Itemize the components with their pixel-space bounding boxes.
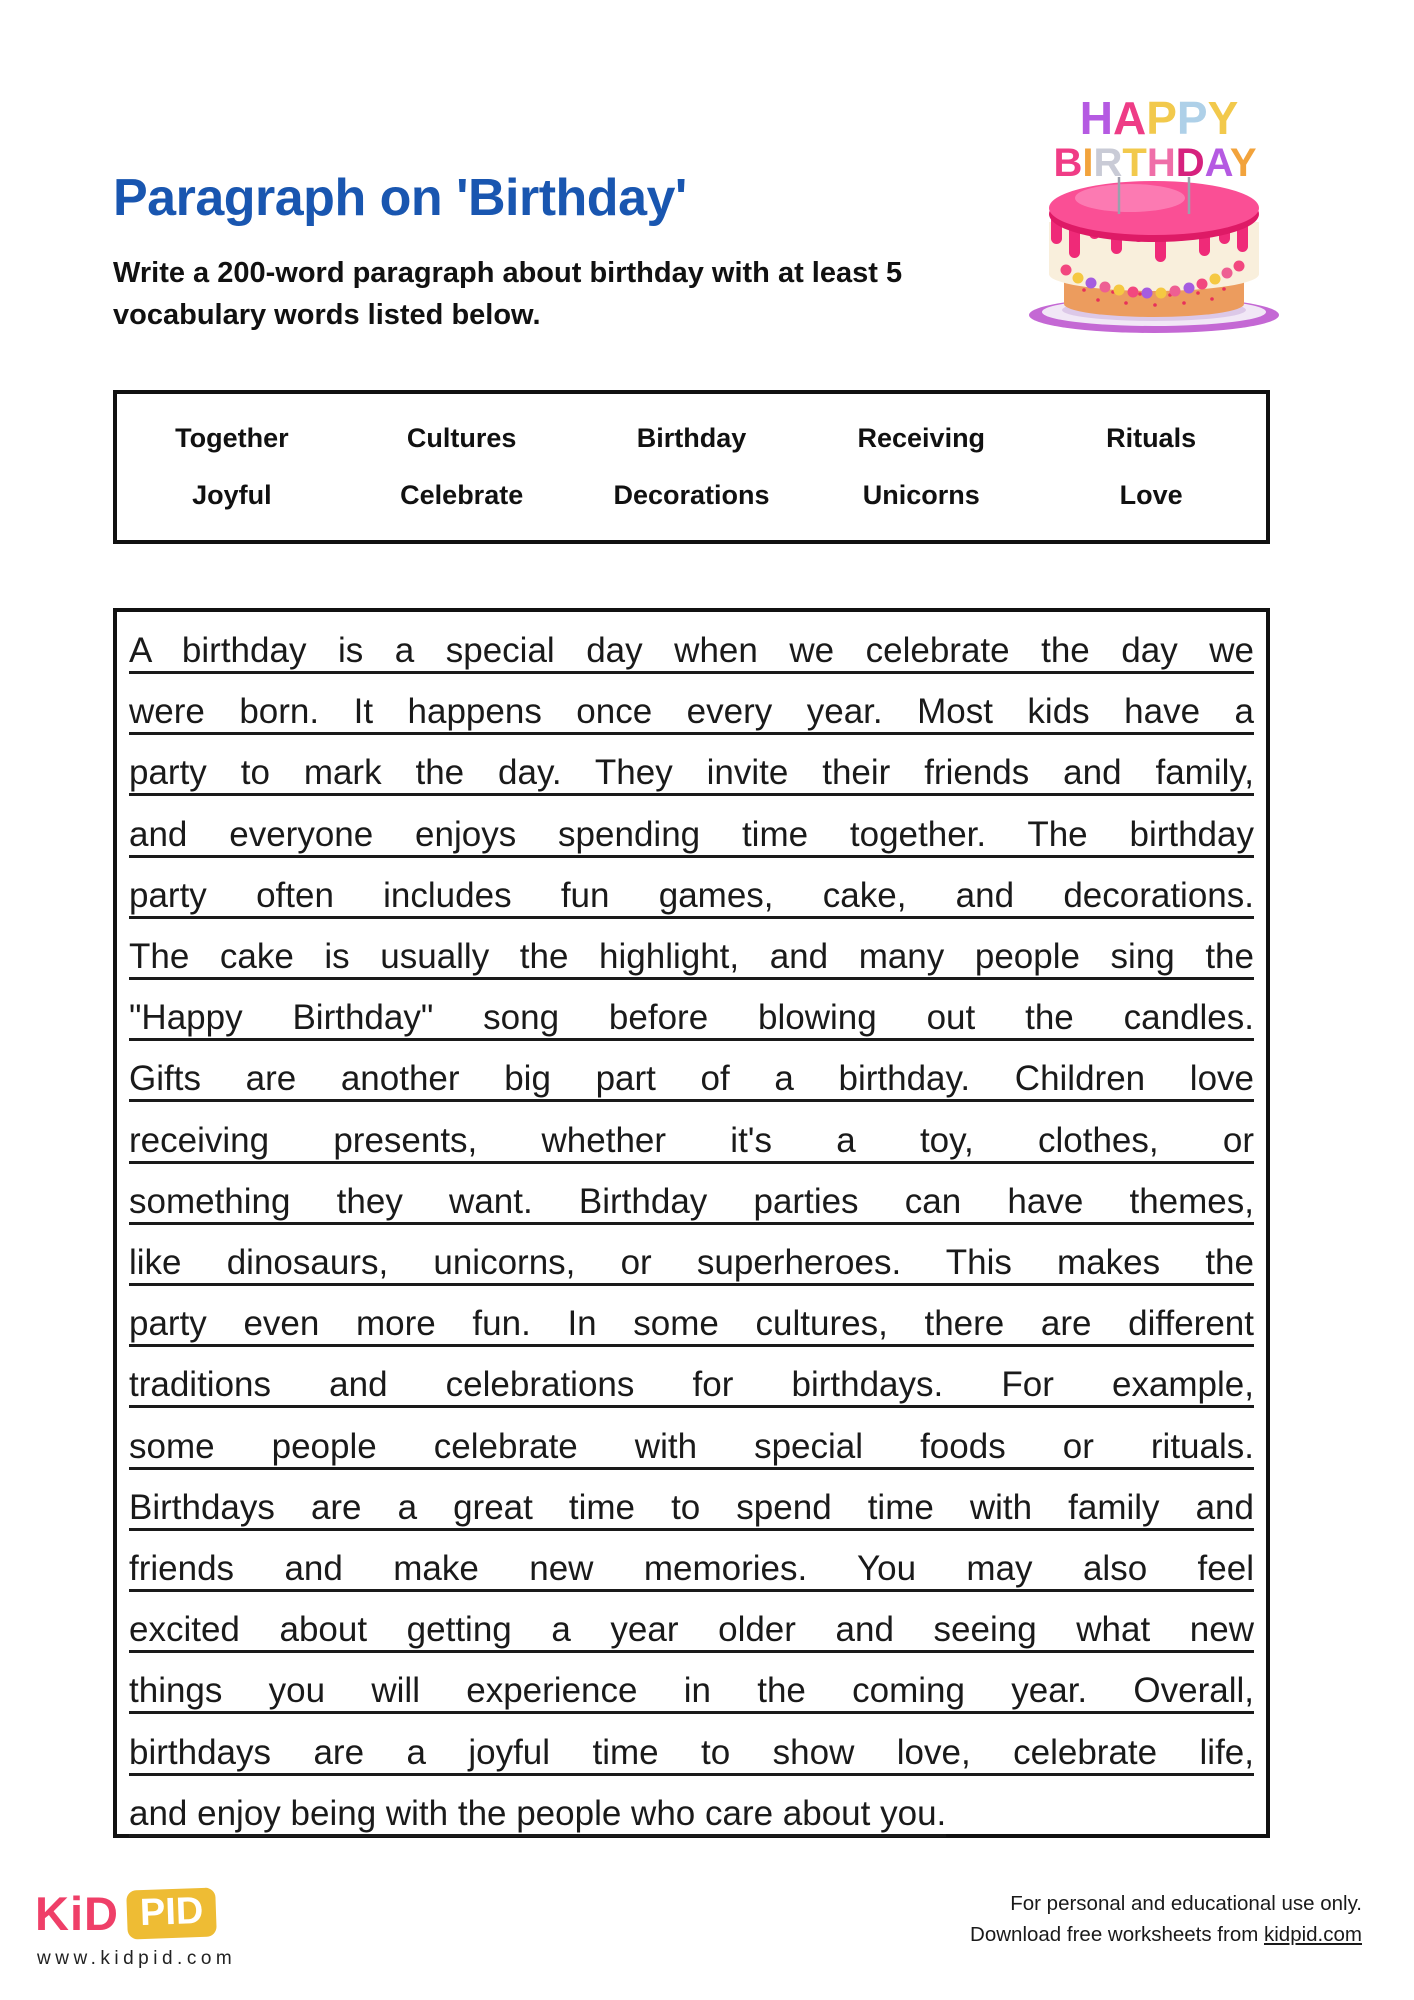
vocabulary-box: [113, 390, 1270, 544]
kidpid-logo: [35, 1886, 216, 1941]
page-title: Paragraph on 'Birthday': [113, 169, 687, 227]
instructions: [113, 252, 1013, 336]
footer-note-line2: Download free worksheets from kidpid.com: [970, 1923, 1362, 1946]
paragraph-line: party often includes fun games, cake, and decorations.: [129, 875, 1254, 915]
paragraph-line: party even more fun. In some cultures, there are different: [129, 1304, 1254, 1344]
paragraph-line: receiving presents, whether it's a toy, clothes, or: [129, 1120, 1254, 1160]
vocab-word: Decorations: [613, 480, 770, 510]
paragraph-line: something they want. Birthday parties can have themes,: [129, 1181, 1254, 1221]
paragraph-box: [113, 608, 1270, 1838]
paragraph-line: some people celebrate with special foods or rituals.: [129, 1426, 1254, 1466]
paragraph-line: traditions and celebrations for birthdays. For example,: [129, 1365, 1254, 1405]
vocab-word: Birthday: [636, 423, 747, 453]
cake-topper-birthday: BIRTHDAY: [1053, 141, 1257, 185]
kidpid-logo-pid: PID: [126, 1887, 217, 1939]
kidpid-logo-kid: KiD: [35, 1887, 119, 1940]
paragraph-line: like dinosaurs, unicorns, or superheroes. This makes the: [129, 1243, 1254, 1283]
birthday-cake-illustration: [1018, 72, 1290, 338]
website-url: www.kidpid.com: [37, 1948, 237, 1969]
footer-note: [970, 1888, 1362, 1950]
paragraph-line: Birthdays are a great time to spend time with family and: [129, 1487, 1254, 1527]
paragraph-line: and enjoy being with the people who care about you.: [129, 1793, 947, 1833]
kidpid-link[interactable]: kidpid.com: [1264, 1923, 1362, 1946]
paragraph-line: and everyone enjoys spending time together. The birthday: [129, 814, 1254, 854]
paragraph-line: friends and make new memories. You may also feel: [129, 1549, 1254, 1589]
paragraph-line: were born. It happens once every year. Most kids have a: [129, 692, 1254, 732]
birthday-cake-icon: [1018, 72, 1290, 338]
paragraph-line: party to mark the day. They invite their friends and family,: [129, 753, 1254, 793]
paragraph-line: things you will experience in the coming year. Overall,: [129, 1671, 1254, 1711]
paragraph-line: birthdays are a joyful time to show love, celebrate life,: [129, 1732, 1254, 1772]
footer-note-line1: For personal and educational use only.: [1010, 1892, 1362, 1915]
instructions-line2: vocabulary words listed below.: [113, 299, 541, 331]
paragraph-line: Gifts are another big part of a birthday. Children love: [129, 1059, 1254, 1099]
vocab-word: Cultures: [406, 423, 517, 453]
vocab-word: Love: [1119, 480, 1183, 510]
paragraph-line: "Happy Birthday" song before blowing out the candles.: [129, 998, 1254, 1038]
paragraph-line: A birthday is a special day when we celebrate the day we: [129, 631, 1254, 670]
paragraph-line: excited about getting a year older and seeing what new: [129, 1610, 1254, 1650]
vocab-word: Celebrate: [400, 480, 524, 510]
paragraph-line: The cake is usually the highlight, and many people sing the: [129, 937, 1254, 977]
vocab-word: Joyful: [192, 480, 272, 510]
vocab-word: Receiving: [857, 423, 986, 453]
cake-topper-happy: HAPPY: [1079, 92, 1239, 144]
instructions-line1: Write a 200-word paragraph about birthday with at least 5: [113, 257, 903, 289]
vocab-word: Unicorns: [862, 480, 980, 510]
vocab-word: Rituals: [1106, 423, 1197, 453]
vocab-word: Together: [175, 423, 289, 453]
